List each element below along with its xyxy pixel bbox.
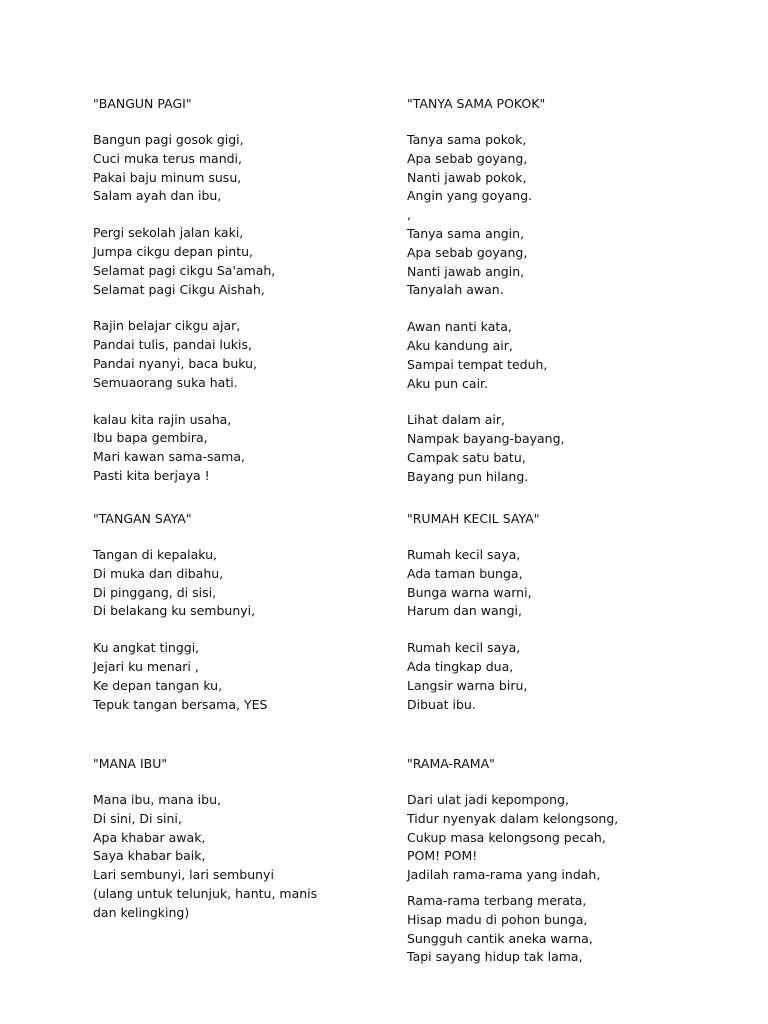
lyric-line: Pandai nyanyi, baca buku,: [93, 355, 258, 371]
lyric-line: Apa khabar awak,: [93, 829, 206, 845]
song-title: "MANA IBU": [93, 756, 168, 771]
lyric-line: Tepuk tangan bersama, YES: [93, 696, 268, 712]
lyric-line: Awan nanti kata,: [407, 319, 512, 335]
stanza: [93, 639, 423, 714]
lyric-line: Di muka dan dibahu,: [93, 565, 224, 581]
lyric-line: Harum dan wangi,: [407, 603, 522, 619]
lyric-line: Rama-rama terbang merata,: [407, 892, 587, 908]
lyric-line: Tanya sama angin,: [407, 225, 525, 241]
stanza: [407, 546, 737, 621]
lyric-line: Aku kandung air,: [407, 337, 513, 353]
stanza: [407, 225, 737, 300]
lyric-line: Bangun pagi gosok gigi,: [93, 132, 244, 147]
lyric-line: Tapi sayang hidup tak lama,: [407, 949, 583, 965]
lyric-line: Selamat pagi cikgu Sa'amah,: [93, 262, 276, 278]
song-title: "RUMAH KECIL SAYA": [407, 511, 540, 526]
lyric-line: Saya khabar baik,: [93, 848, 206, 864]
stanza: [93, 317, 423, 392]
song-bangun-pagi: [93, 94, 423, 504]
lyric-line: Jumpa cikgu depan pintu,: [93, 243, 254, 259]
lyric-line: Bunga warna warni,: [407, 584, 532, 600]
stanza: [407, 131, 737, 225]
lyric-line: Semuaorang suka hati.: [93, 374, 238, 390]
lyric-line: Di belakang ku sembunyi,: [93, 603, 256, 619]
song-mana-ibu: [93, 754, 423, 941]
lyric-line: Bayang pun hilang.: [407, 468, 529, 484]
lyric-line: Campak satu batu,: [407, 449, 526, 465]
lyric-line: ,: [407, 207, 411, 223]
lyric-line: Nanti jawab angin,: [407, 263, 525, 279]
lyric-line: Selamat pagi Cikgu Aishah,: [93, 281, 265, 297]
song-title: "TANGAN SAYA": [93, 511, 192, 526]
song-rumah-kecil-saya: [407, 509, 737, 732]
lyric-line: Hisap madu di pohon bunga,: [407, 911, 588, 927]
stanza: [93, 131, 423, 206]
lyric-line: Cuci muka terus mandi,: [93, 150, 242, 166]
song-tangan-saya: [93, 509, 423, 732]
stanza: [407, 639, 737, 714]
lyric-line: Di pinggang, di sisi,: [93, 584, 217, 600]
song-title: "BANGUN PAGI": [93, 96, 192, 111]
lyric-line: Tangan di kepalaku,: [93, 547, 217, 562]
lyric-line: Mari kawan sama-sama,: [93, 449, 245, 465]
song-tanya-sama-pokok: [407, 94, 737, 505]
stanza: [407, 791, 737, 885]
lyric-line: Nampak bayang-bayang,: [407, 431, 565, 447]
stanza: [407, 318, 737, 393]
stanza: [407, 892, 737, 967]
lyric-line: Jadilah rama-rama yang indah,: [407, 867, 601, 883]
lyric-line: Mana ibu, mana ibu,: [93, 792, 221, 807]
lyric-line: Lihat dalam air,: [407, 412, 506, 428]
stanza: [407, 411, 737, 486]
lyric-line: Ada tingkap dua,: [407, 658, 514, 674]
lyric-line: Pakai baju minum susu,: [93, 169, 242, 185]
lyric-line: Apa sebab goyang,: [407, 244, 528, 260]
lyric-line: Apa sebab goyang,: [407, 150, 528, 166]
lyric-line: Sampai tempat teduh,: [407, 356, 548, 372]
lyric-line: Aku pun cair.: [407, 375, 489, 391]
lyric-line: Cukup masa kelongsong pecah,: [407, 829, 606, 845]
lyric-line: Rumah kecil saya,: [407, 640, 521, 656]
lyric-line: Dibuat ibu.: [407, 696, 476, 712]
stanza: [93, 791, 423, 923]
lyric-line: Tanya sama pokok,: [407, 132, 527, 147]
lyric-line: Ke depan tangan ku,: [93, 677, 223, 693]
lyric-line: Pasti kita berjaya !: [93, 467, 210, 483]
lyric-line: POM! POM!: [407, 848, 478, 864]
lyric-line: Pergi sekolah jalan kaki,: [93, 225, 244, 241]
lyric-line: Pandai tulis, pandai lukis,: [93, 337, 252, 353]
song-rama-rama: [407, 754, 737, 985]
stanza: [93, 224, 423, 299]
lyric-line: Sungguh cantik aneka warna,: [407, 930, 593, 946]
lyric-line: Salam ayah dan ibu,: [93, 188, 222, 204]
song-title: "RAMA-RAMA": [407, 756, 495, 771]
lyric-line: Tidur nyenyak dalam kelongsong,: [407, 810, 619, 826]
stanza: [93, 546, 423, 621]
stanza: [93, 411, 423, 486]
lyric-line: (ulang untuk telunjuk, hantu, manis dan kelingking): [93, 885, 318, 920]
lyric-line: Nanti jawab pokok,: [407, 169, 527, 185]
lyric-line: Angin yang goyang.: [407, 188, 533, 204]
lyric-line: kalau kita rajin usaha,: [93, 411, 232, 427]
lyric-line: Rumah kecil saya,: [407, 547, 521, 562]
lyric-line: Di sini, Di sini,: [93, 810, 182, 826]
lyric-line: Dari ulat jadi kepompong,: [407, 792, 569, 807]
lyric-line: Jejari ku menari ,: [93, 658, 199, 674]
lyric-line: Tanyalah awan.: [407, 282, 504, 298]
lyric-line: Rajin belajar cikgu ajar,: [93, 318, 241, 334]
lyric-line: Ku angkat tinggi,: [93, 640, 200, 656]
song-title: "TANYA SAMA POKOK": [407, 96, 546, 111]
lyric-line: Ada taman bunga,: [407, 565, 523, 581]
lyric-line: Lari sembunyi, lari sembunyi: [93, 867, 274, 883]
lyric-line: Ibu bapa gembira,: [93, 430, 208, 446]
lyric-line: Langsir warna biru,: [407, 677, 528, 693]
